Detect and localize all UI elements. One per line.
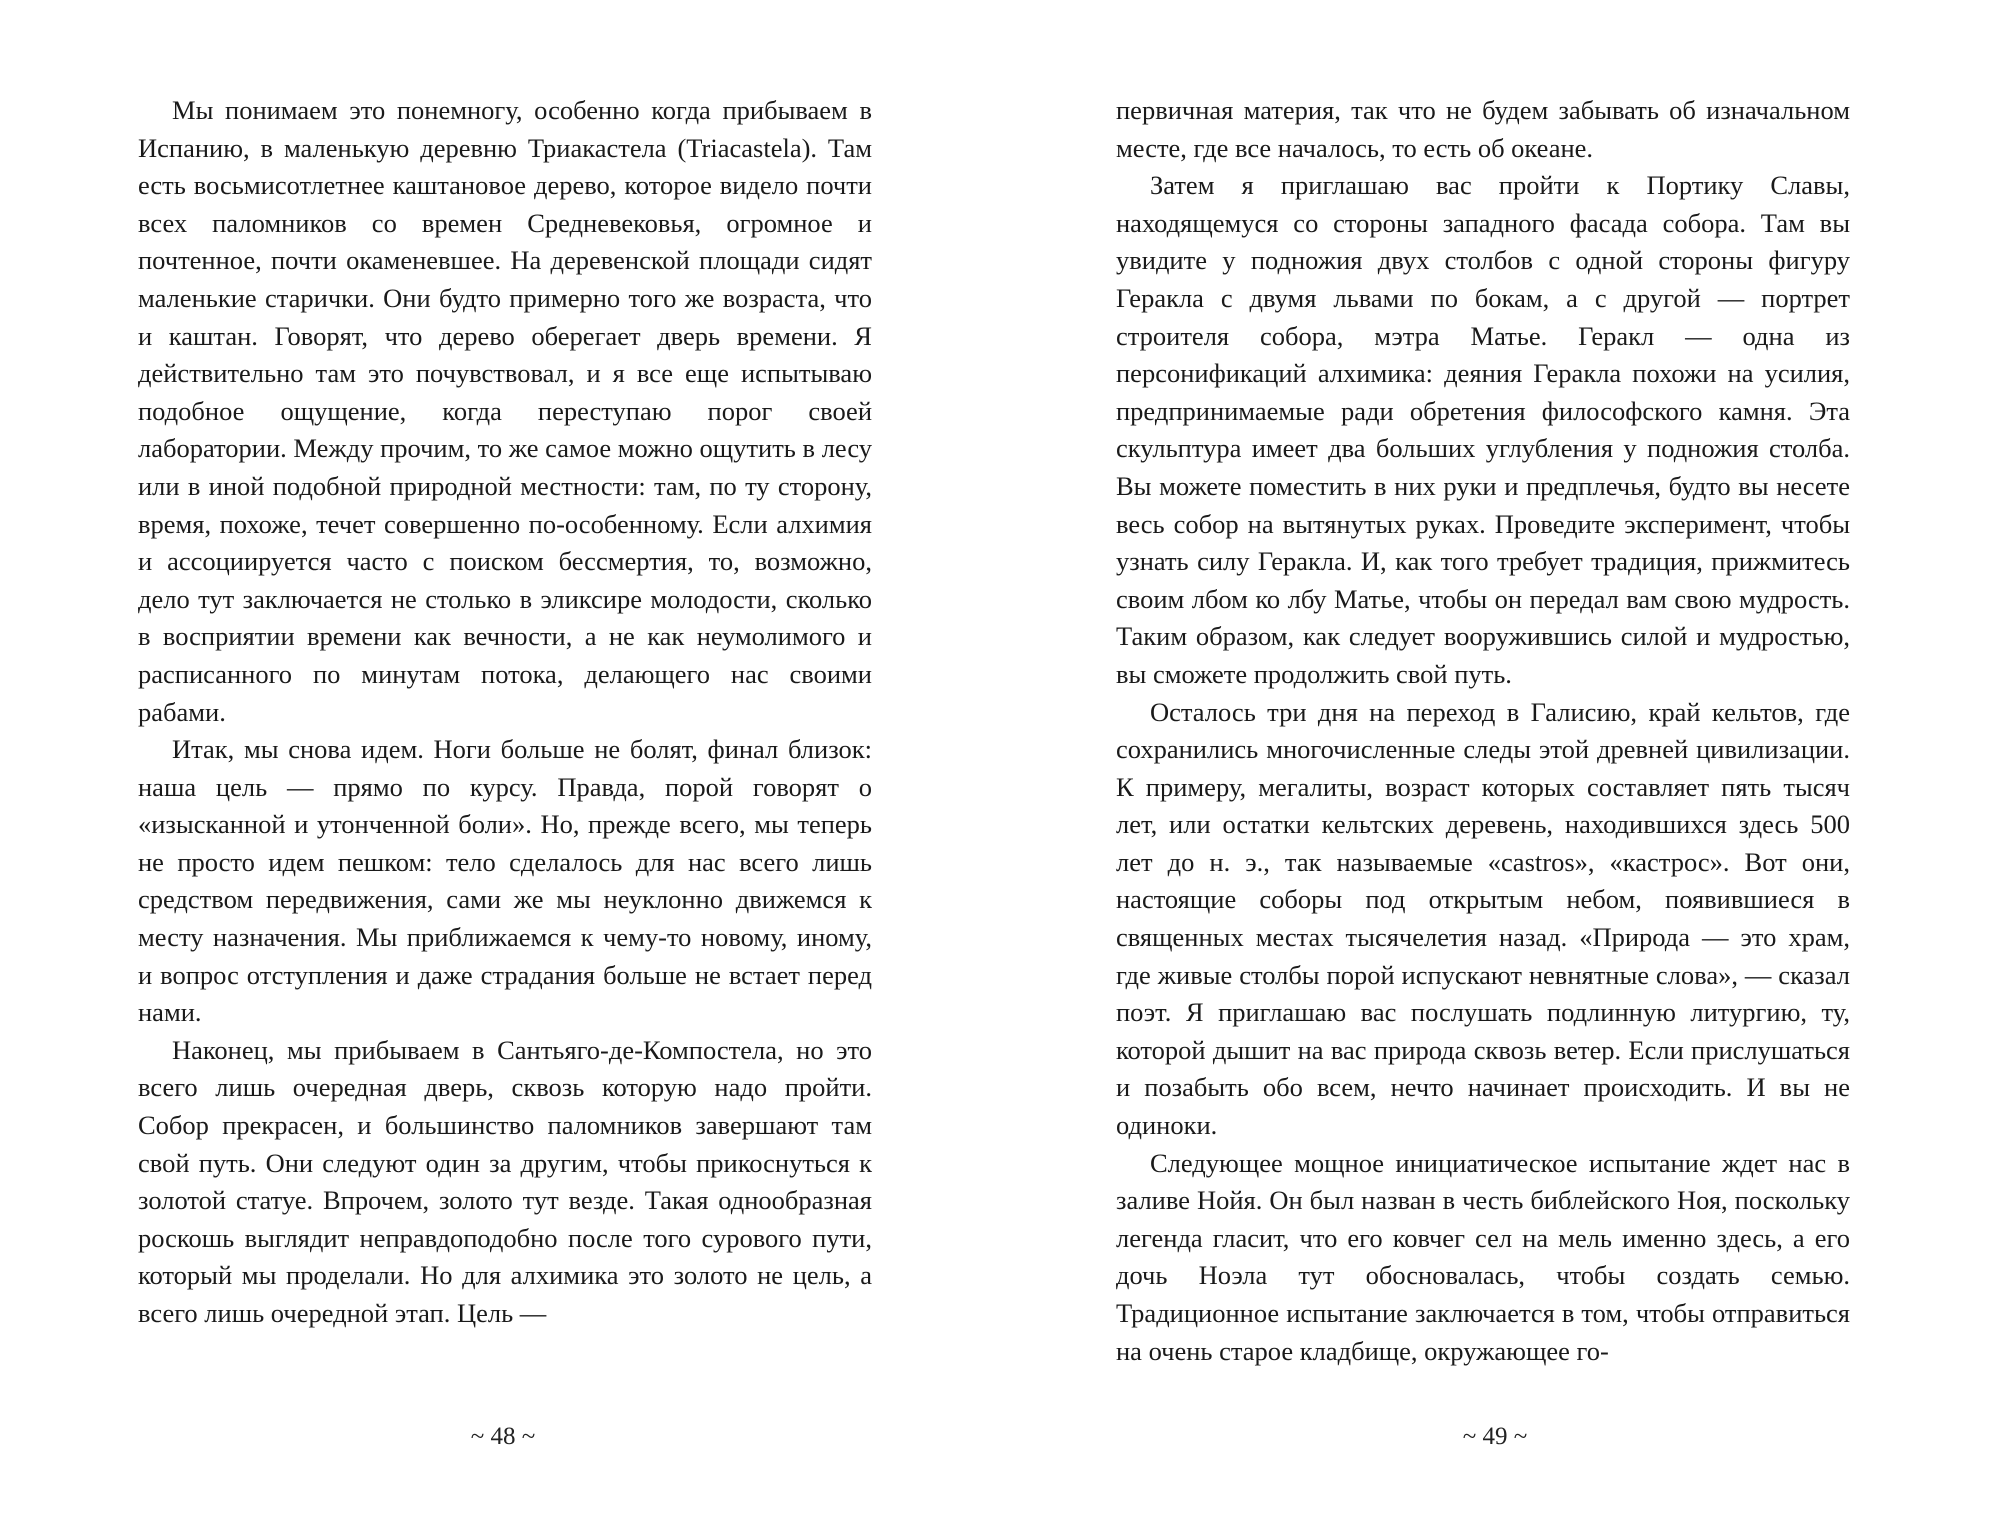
left-page-text: [138, 92, 872, 1333]
right-page-text: [1116, 92, 1850, 1370]
page-number: ~ 49 ~: [1462, 1423, 1528, 1450]
page-number: ~ 48 ~: [470, 1423, 536, 1450]
paragraph: Мы понимаем это понемногу, особенно когда прибываем в Испанию, в маленькую деревню Триакастела (Triacastela). Там есть восьмисотлетнее каштановое дерево, которое видело почти всех паломников со времен Средневековья, огромное и почтенное, почти окаменевшее. На деревенской площади сидят маленькие старички. Они будто примерно того же возраста, что и каштан. Говорят, что дерево оберегает дверь времени. Я действительно там это почувствовал, и я все еще испытываю подобное ощущение, когда переступаю порог своей лаборатории. Между прочим, то же самое можно ощутить в лесу или в иной подобной природной местности: там, по ту сторону, время, похоже, течет совершенно по-особенному. Если алхимия и ассоциируется часто с поиском бессмертия, то, возможно, дело тут заключается не столько в эликсире молодости, сколько в восприятии времени как вечности, а не как неумолимого и расписанного по минутам потока, делающего нас своими рабами.: [138, 95, 872, 727]
paragraph: Затем я приглашаю вас пройти к Портику Славы, находящемуся со стороны западного фасада собора. Там вы увидите у подножия двух столбов с одной стороны фигуру Геракла с двумя львами по бокам, а с другой — портрет строителя собора, мэтра Матье. Геракл — одна из персонификаций алхимика: деяния Геракла похожи на усилия, предпринимаемые ради обретения философского камня. Эта скульптура имеет два больших углубления у подножия столба. Вы можете поместить в них руки и предплечья, будто вы несете весь собор на вытянутых руках. Проведите эксперимент, чтобы узнать силу Геракла. И, как того требует традиция, прижмитесь своим лбом ко лбу Матье, чтобы он передал вам свою мудрость. Таким образом, как следует вооружившись силой и мудростью, вы сможете продолжить свой путь.: [1116, 170, 1850, 689]
paragraph: первичная материя, так что не будем забывать об изначальном месте, где все началось, то есть об океане.: [1116, 95, 1850, 163]
paragraph: Следующее мощное инициатическое испытание ждет нас в заливе Нойя. Он был назван в честь библейского Ноя, поскольку легенда гласит, что его ковчег сел на мель именно здесь, а его дочь Ноэла тут обосновалась, чтобы создать семью. Традиционное испытание заключается в том, чтобы отправиться на очень старое кладбище, окружающее го-: [1116, 1147, 1850, 1366]
paragraph: Итак, мы снова идем. Ноги больше не болят, финал близок: наша цель — прямо по курсу. Правда, порой говорят о «изысканной и утонченной боли». Но, прежде всего, мы теперь не просто идем пешком: тело сделалось для нас всего лишь средством передвижения, сами же мы неуклонно движемся к месту назначения. Мы приближаемся к чему-то новому, иному, и вопрос отступления и даже страдания больше не встает перед нами.: [138, 734, 872, 1028]
paragraph: Осталось три дня на переход в Галисию, край кельтов, где сохранились многочисленные следы этой древней цивилизации. К примеру, мегалиты, возраст которых составляет пять тысяч лет, или остатки кельтских деревень, находившихся здесь 500 лет до н. э., так называемые «castros», «кастрос». Вот они, настоящие соборы под открытым небом, появившиеся в священных местах тысячелетия назад. «Природа — это храм, где живые столбы порой испускают невнятные слова», — сказал поэт. Я приглашаю вас послушать подлинную литургию, ту, которой дышит на вас природа сквозь ветер. Если прислушаться и позабыть обо всем, нечто начинает происходить. И вы не одиноки.: [1116, 696, 1850, 1141]
paragraph: Наконец, мы прибываем в Сантьяго-де-Компостела, но это всего лишь очередная дверь, сквозь которую надо пройти. Собор прекрасен, и большинство паломников завершают там свой путь. Они следуют один за другим, чтобы прикоснуться к золотой статуе. Впрочем, золото тут везде. Такая однообразная роскошь выглядит неправдоподобно после того сурового пути, который мы проделали. Но для алхимика это золото не цель, а всего лишь очередной этап. Цель —: [138, 1034, 872, 1328]
right-page: [1000, 0, 2000, 1519]
